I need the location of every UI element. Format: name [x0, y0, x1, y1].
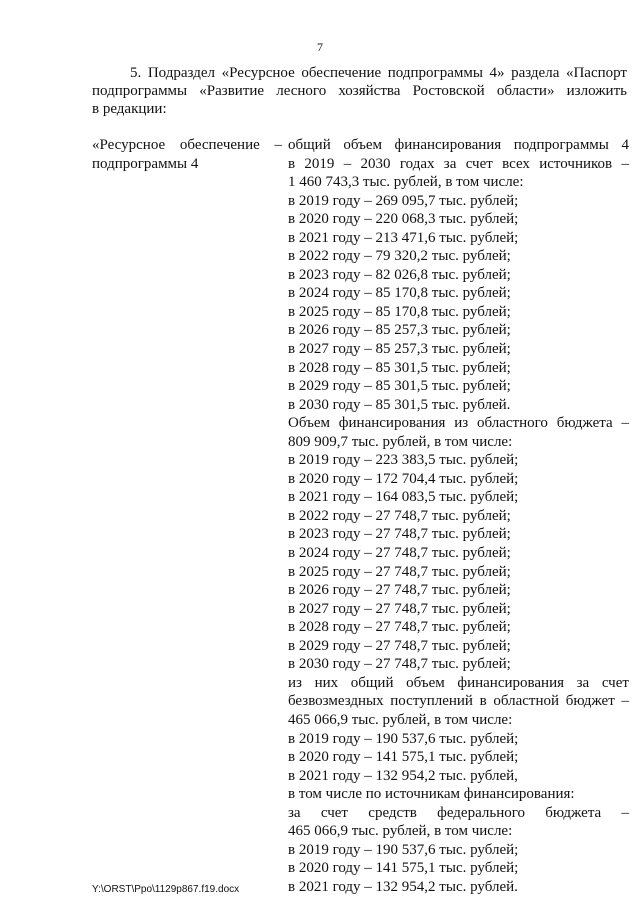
funding-line: в 2024 году – 85 170,8 тыс. рублей;: [288, 285, 511, 302]
funding-line-word: бюджета: [545, 804, 602, 821]
funding-line: в 2021 году – 132 954,2 тыс. рублей.: [288, 878, 518, 895]
funding-line-word: средств: [368, 804, 417, 821]
funding-line-word: в: [288, 155, 296, 172]
funding-line-word: из: [288, 674, 302, 691]
funding-line: [288, 804, 629, 823]
funding-line-word: федерального: [437, 804, 525, 821]
funding-line-word: финансирования: [338, 415, 446, 432]
funding-line-word: 4: [621, 137, 629, 153]
funding-line-word: 2030: [360, 155, 391, 172]
funding-line-word: объем: [406, 674, 445, 691]
funding-line: в 2027 году – 85 257,3 тыс. рублей;: [288, 341, 511, 358]
label-line-1-word: обеспечение: [179, 137, 260, 153]
funding-line-word: счет: [465, 155, 493, 172]
funding-details: [288, 136, 629, 896]
funding-line: в 2030 году – 85 301,5 тыс. рублей.: [288, 396, 511, 413]
funding-line-word: областной: [493, 693, 560, 710]
intro-line-2-word: лесного: [276, 83, 327, 99]
funding-line-word: безвозмездных: [288, 693, 384, 710]
funding-line-word: за: [288, 804, 301, 821]
funding-line: в 2020 году – 172 704,4 тыс. рублей;: [288, 470, 519, 487]
funding-line-word: –: [343, 155, 352, 172]
funding-line-word: объем: [343, 137, 382, 153]
funding-line-word: финансирования: [394, 137, 502, 153]
funding-line: в 2024 году – 27 748,7 тыс. рублей;: [288, 545, 511, 562]
label-line-1: [92, 136, 282, 155]
funding-line: 465 066,9 тыс. рублей, в том числе:: [288, 823, 513, 840]
funding-line-word: годах: [399, 155, 435, 172]
funding-line: [288, 674, 629, 693]
funding-line-word: –: [621, 693, 629, 710]
funding-line: [288, 414, 629, 433]
funding-line: в 2030 году – 27 748,7 тыс. рублей;: [288, 656, 511, 673]
label-line-2: подпрограммы 4: [92, 155, 199, 172]
funding-line: в 2021 году – 213 471,6 тыс. рублей;: [288, 229, 519, 246]
funding-line-word: за: [443, 155, 457, 172]
funding-line: в 2020 году – 141 575,1 тыс. рублей;: [288, 860, 519, 877]
funding-line: [288, 692, 629, 711]
label-line-1-word: «Ресурсное: [92, 137, 166, 153]
funding-line-word: них: [314, 674, 339, 691]
label-line-1-word: –: [274, 137, 282, 153]
intro-line-1-word: раздела: [511, 65, 560, 81]
intro-line-1-word: 4»: [489, 65, 505, 81]
resource-label: [92, 136, 282, 173]
intro-line-1-word: «Паспорт: [565, 65, 627, 81]
intro-line-1-word: «Ресурсное: [221, 65, 295, 81]
funding-line-word: –: [621, 415, 629, 432]
funding-line: в 2019 году – 223 383,5 тыс. рублей;: [288, 452, 519, 469]
page-number: 7: [317, 40, 323, 54]
intro-line-2-word: изложить: [566, 83, 627, 99]
funding-line-word: всех: [502, 155, 530, 172]
funding-line: в 2025 году – 85 170,8 тыс. рублей;: [288, 303, 511, 320]
funding-line-word: –: [621, 155, 629, 172]
intro-line-2-word: области»: [496, 83, 555, 99]
funding-line-word: из: [454, 415, 469, 432]
funding-line-word: бюджет: [565, 693, 615, 710]
funding-line: 809 909,7 тыс. рублей, в том числе:: [288, 433, 513, 450]
funding-line: в 2028 году – 85 301,5 тыс. рублей;: [288, 359, 511, 376]
funding-line: в 2026 году – 85 257,3 тыс. рублей;: [288, 322, 511, 339]
funding-line: в 2021 году – 164 083,5 тыс. рублей;: [288, 489, 519, 506]
intro-line-1-word: обеспечение: [301, 65, 382, 81]
funding-line-word: счет: [601, 674, 629, 691]
funding-line: в 2021 году – 132 954,2 тыс. рублей,: [288, 767, 518, 784]
intro-line-2: [92, 82, 627, 100]
funding-line-word: общий: [288, 137, 331, 153]
funding-line: в 2022 году – 27 748,7 тыс. рублей;: [288, 507, 511, 524]
intro-line-1-word: подпрограммы: [387, 65, 483, 81]
funding-line-word: Объем: [288, 415, 330, 432]
funding-line-word: общий: [350, 674, 394, 691]
funding-line: в 2025 году – 27 748,7 тыс. рублей;: [288, 563, 511, 580]
funding-line-word: 2019: [304, 155, 335, 172]
funding-line-word: в: [479, 693, 487, 710]
funding-line: в 2019 году – 190 537,6 тыс. рублей;: [288, 841, 519, 858]
funding-line: [288, 136, 629, 155]
funding-line: [288, 155, 629, 174]
funding-line: в том числе по источникам финансирования:: [288, 786, 575, 803]
funding-line-word: бюджета: [556, 415, 613, 432]
intro-line-2-word: «Развитие: [199, 83, 265, 99]
funding-line: в 2028 году – 27 748,7 тыс. рублей;: [288, 619, 511, 636]
file-path-footer: Y:\ORST\Ppo\1129p867.f19.docx: [92, 884, 240, 895]
funding-line: в 2020 году – 141 575,1 тыс. рублей;: [288, 749, 519, 766]
funding-line-word: финансирования: [457, 674, 565, 691]
intro-line-1-word: 5.: [130, 65, 142, 81]
funding-line: в 2022 году – 79 320,2 тыс. рублей;: [288, 248, 511, 265]
funding-line-word: поступлений: [390, 693, 473, 710]
intro-line-2-word: Ростовской: [412, 83, 485, 99]
funding-line: в 2027 году – 27 748,7 тыс. рублей;: [288, 600, 511, 617]
funding-line: в 2023 году – 27 748,7 тыс. рублей;: [288, 526, 511, 543]
funding-line: 1 460 743,3 тыс. рублей, в том числе:: [288, 174, 524, 191]
funding-line-word: за: [576, 674, 590, 691]
funding-line: в 2020 году – 220 068,3 тыс. рублей;: [288, 211, 519, 228]
funding-line: в 2019 году – 190 537,6 тыс. рублей;: [288, 730, 519, 747]
funding-line-word: –: [621, 804, 629, 821]
intro-line-2-word: подпрограммы: [92, 83, 188, 99]
intro-line-2-word: хозяйства: [338, 83, 401, 99]
intro-paragraph: [92, 64, 627, 118]
intro-line-3: в редакции:: [92, 101, 167, 117]
intro-line-1: [92, 64, 627, 82]
funding-line-word: областного: [476, 415, 548, 432]
funding-line: в 2023 году – 82 026,8 тыс. рублей;: [288, 266, 511, 283]
funding-line: в 2026 году – 27 748,7 тыс. рублей;: [288, 582, 511, 599]
funding-line-word: подпрограммы: [513, 137, 609, 153]
funding-line: в 2029 году – 27 748,7 тыс. рублей;: [288, 637, 511, 654]
funding-line-word: источников: [539, 155, 613, 172]
funding-line: в 2029 году – 85 301,5 тыс. рублей;: [288, 378, 511, 395]
funding-line: 465 066,9 тыс. рублей, в том числе:: [288, 711, 513, 728]
intro-line-1-word: Подраздел: [147, 65, 215, 81]
funding-line-word: счет: [320, 804, 348, 821]
funding-line: в 2019 году – 269 095,7 тыс. рублей;: [288, 192, 519, 209]
